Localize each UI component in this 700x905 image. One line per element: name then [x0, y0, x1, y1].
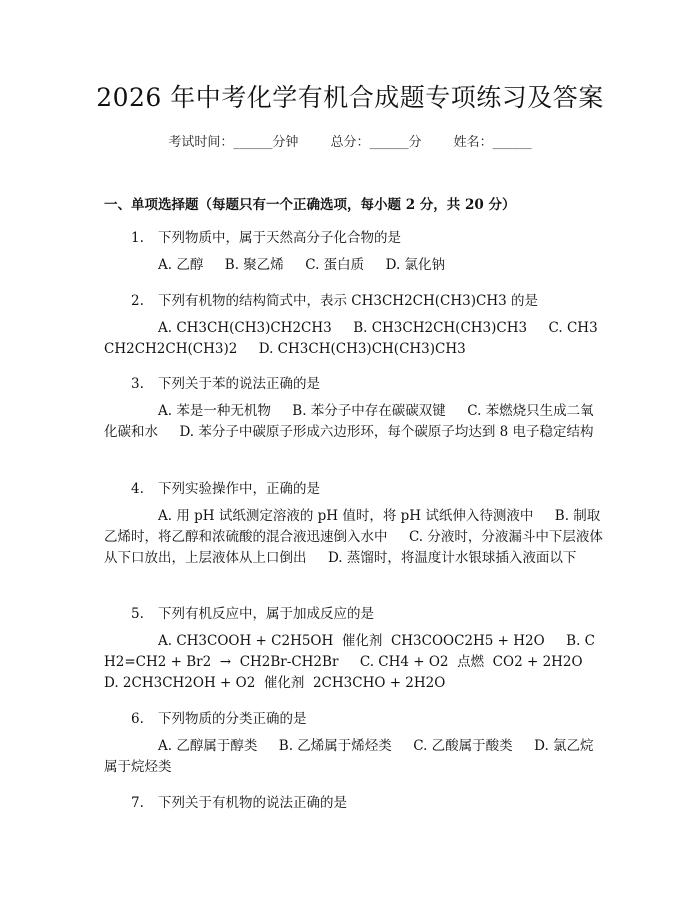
exam-meta [0, 131, 700, 150]
question-stem [131, 372, 320, 392]
question-stem [131, 226, 401, 246]
question-stem [131, 791, 347, 811]
document-title: 2026 年中考化学有机合成题专项练习及答案 [96, 83, 604, 112]
question-text: 下列有机物的结构简式中，表示 CH3CH2CH(CH3)CH3 的是 [158, 293, 538, 309]
question-text: 下列物质的分类正确的是 [158, 711, 307, 727]
question-text: 下列实验操作中，正确的是 [158, 481, 320, 497]
question-number: 6. [131, 711, 144, 727]
question-stem [131, 289, 538, 309]
question-options: A. 用 pH 试纸测定溶液的 pH 值时，将 pH 试纸伸入待测液中 B. 制取乙烯时，将乙醇和浓硫酸的混合液迅速倒入水中 C. 分液时，分液漏斗中下层液体从下口放出，上层液体从上口倒出 D. 蒸馏时，将温度计水银球插入液面以下 [104, 508, 603, 566]
question-number: 2. [131, 293, 144, 309]
question-stem [131, 602, 374, 622]
question-text: 下列关于苯的说法正确的是 [158, 376, 320, 392]
section-heading: 一、单项选择题（每题只有一个正确选项，每小题 2 分，共 20 分） [104, 197, 516, 213]
question-number: 3. [131, 376, 144, 392]
question-options: A. 乙醇属于醇类 B. 乙烯属于烯烃类 C. 乙酸属于酸类 D. 氯乙烷属于烷烃类 [104, 738, 594, 775]
exam-score: 总分：______分 [330, 135, 422, 150]
question-stem [131, 707, 307, 727]
question-number: 1. [131, 230, 144, 246]
exam-time: 考试时间：______分钟 [168, 135, 299, 150]
question-options: A. CH3COOH + C2H5OH 催化剂 CH3COOC2H5 + H2O B. CH2=CH2 + Br2 → CH2Br-CH2Br C. CH4 + O2 点燃 CO2 + 2H2O D. 2CH3CH2OH + O2 催化剂 2CH3CHO + 2H2O [104, 633, 605, 691]
question-text: 下列有机反应中，属于加成反应的是 [158, 606, 374, 622]
question-options: A. 乙醇 B. 聚乙烯 C. 蛋白质 D. 氯化钠 [158, 257, 446, 273]
question-text: 下列关于有机物的说法正确的是 [158, 795, 347, 811]
question-options: A. CH3CH(CH3)CH2CH3 B. CH3CH2CH(CH3)CH3 C. CH3CH2CH2CH(CH3)2 D. CH3CH(CH3)CH(CH3)CH3 [104, 320, 598, 357]
student-name: 姓名：______ [453, 135, 532, 150]
question-number: 7. [131, 795, 144, 811]
question-number: 4. [131, 481, 144, 497]
question-number: 5. [131, 606, 144, 622]
question-text: 下列物质中，属于天然高分子化合物的是 [158, 230, 401, 246]
question-options: A. 苯是一种无机物 B. 苯分子中存在碳碳双键 C. 苯燃烧只生成二氧化碳和水 D. 苯分子中碳原子形成六边形环，每个碳原子均达到 8 电子稳定结构 [104, 403, 594, 440]
question-stem [131, 477, 320, 497]
